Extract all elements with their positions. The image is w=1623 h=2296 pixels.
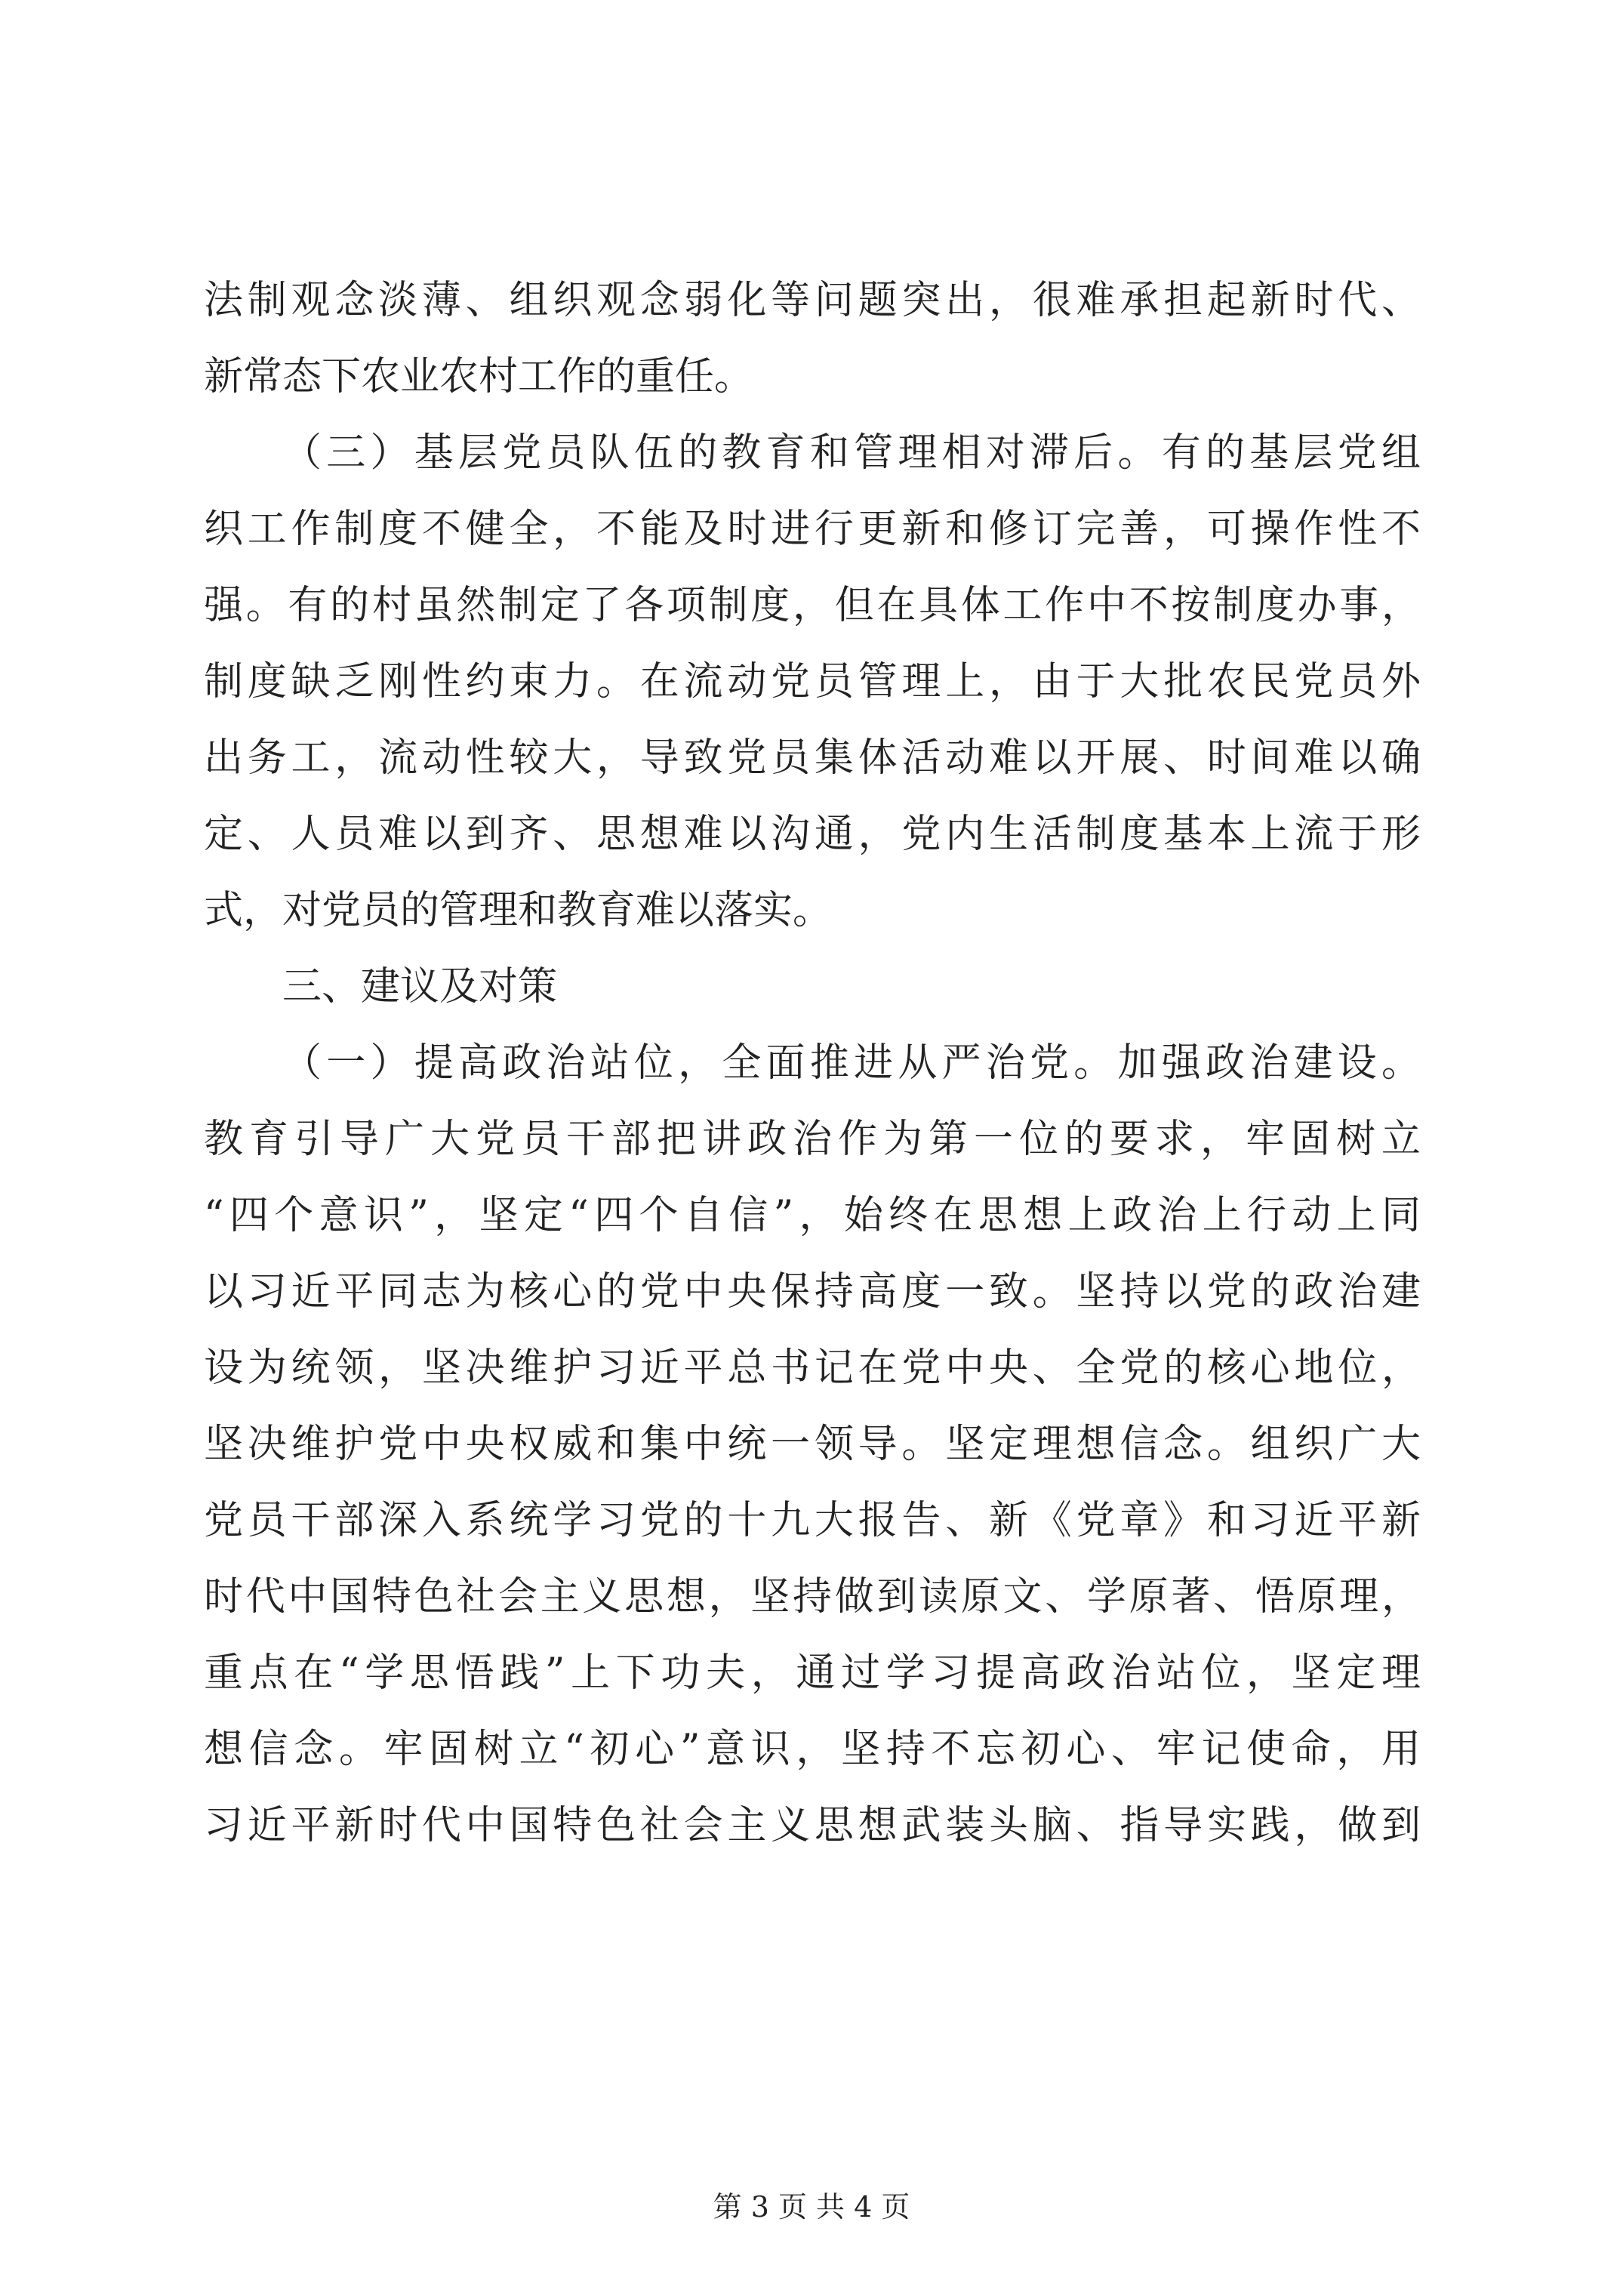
section-heading: 三、建议及对策 [282, 964, 558, 1009]
page-number-footer: 第 3 页 共 4 页 [713, 2190, 910, 2224]
text-line: （三）基层党员队伍的教育和管理相对滞后。有的基层党组 [282, 430, 1421, 476]
text-line: 新常态下农业农村工作的重任。 [204, 354, 754, 399]
text-line: 出务工，流动性较大，导致党员集体活动难以开展、时间难以确 [204, 735, 1421, 781]
text-line: “四个意识”，坚定“四个自信”，始终在思想上政治上行动上同 [204, 1193, 1421, 1238]
text-line: 织工作制度不健全，不能及时进行更新和修订完善，可操作性不 [204, 507, 1421, 552]
text-line: 强。有的村虽然制定了各项制度，但在具体工作中不按制度办事， [204, 583, 1421, 628]
text-line: （一）提高政治站位，全面推进从严治党。加强政治建设。 [282, 1040, 1421, 1086]
text-line: 教育引导广大党员干部把讲政治作为第一位的要求，牢固树立 [204, 1117, 1421, 1162]
text-line: 时代中国特色社会主义思想，坚持做到读原文、学原著、悟原理， [204, 1574, 1421, 1620]
text-line: 习近平新时代中国特色社会主义思想武装头脑、指导实践，做到 [204, 1803, 1421, 1848]
text-line: 法制观念淡薄、组织观念弱化等问题突出，很难承担起新时代、 [204, 278, 1421, 323]
body-text [204, 263, 1421, 1864]
text-line: 定、人员难以到齐、思想难以沟通，党内生活制度基本上流于形 [204, 812, 1421, 857]
text-line: 重点在“学思悟践”上下功夫，通过学习提高政治站位，坚定理 [204, 1650, 1421, 1696]
text-line: 想信念。牢固树立“初心”意识，坚持不忘初心、牢记使命，用 [204, 1727, 1421, 1772]
text-line: 坚决维护党中央权威和集中统一领导。坚定理想信念。组织广大 [204, 1422, 1421, 1467]
text-line: 式，对党员的管理和教育难以落实。 [204, 888, 833, 933]
text-line: 设为统领，坚决维护习近平总书记在党中央、全党的核心地位， [204, 1345, 1421, 1391]
text-line: 制度缺乏刚性约束力。在流动党员管理上，由于大批农民党员外 [204, 659, 1421, 704]
text-line: 以习近平同志为核心的党中央保持高度一致。坚持以党的政治建 [204, 1269, 1421, 1314]
text-line: 党员干部深入系统学习党的十九大报告、新《党章》和习近平新 [204, 1498, 1421, 1543]
